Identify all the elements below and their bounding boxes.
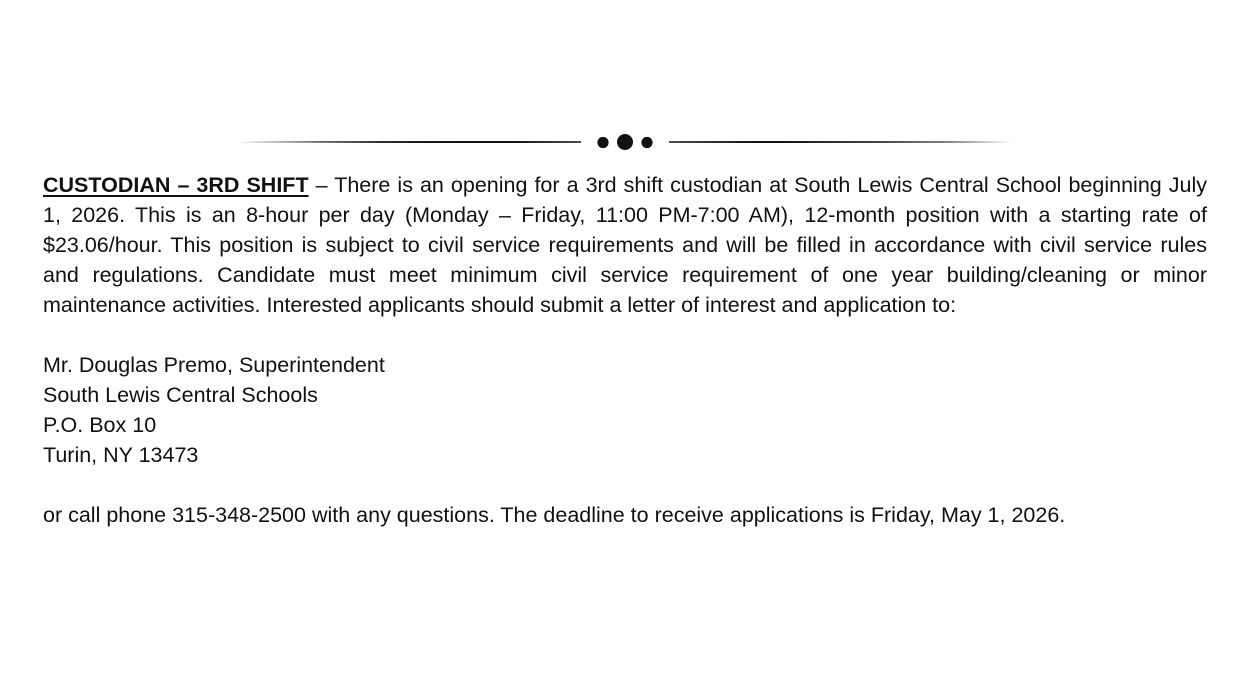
divider-dot-center [617,134,633,150]
divider-left-line [238,141,581,143]
address-city-state-zip: Turin, NY 13473 [43,443,199,467]
title-separator: – [308,173,335,197]
address-name: Mr. Douglas Premo, Superintendent [43,353,385,377]
mailing-address [43,350,1207,470]
divider-dot-right [641,137,652,148]
divider-dot-left [597,137,608,148]
posting-paragraph [43,170,1207,320]
address-organization: South Lewis Central Schools [43,383,318,407]
closing-paragraph: or call phone 315-348-2500 with any questions. The deadline to receive applications is Friday, May 1, 2026. [43,503,1066,527]
divider-right-line [669,141,1012,143]
posting-body: There is an opening for a 3rd shift custodian at South Lewis Central School beginning July 1, 2026. This is an 8-hour per day (Monday – Friday, 11:00 PM-7:00 AM), 12-month position with a starting rate of $23.06/hour. This position is subject to civil service requirements and will be filled in accordance with civil service rules and regulations. Candidate must meet minimum civil service requirement of one year building/cleaning or minor maintenance activities. Interested applicants should submit a letter of interest and application to: [43,173,1207,317]
address-po-box: P.O. Box 10 [43,413,157,437]
job-title: CUSTODIAN – 3RD SHIFT [43,173,309,197]
job-posting [43,170,1207,530]
ornamental-divider-icon [238,130,1012,154]
